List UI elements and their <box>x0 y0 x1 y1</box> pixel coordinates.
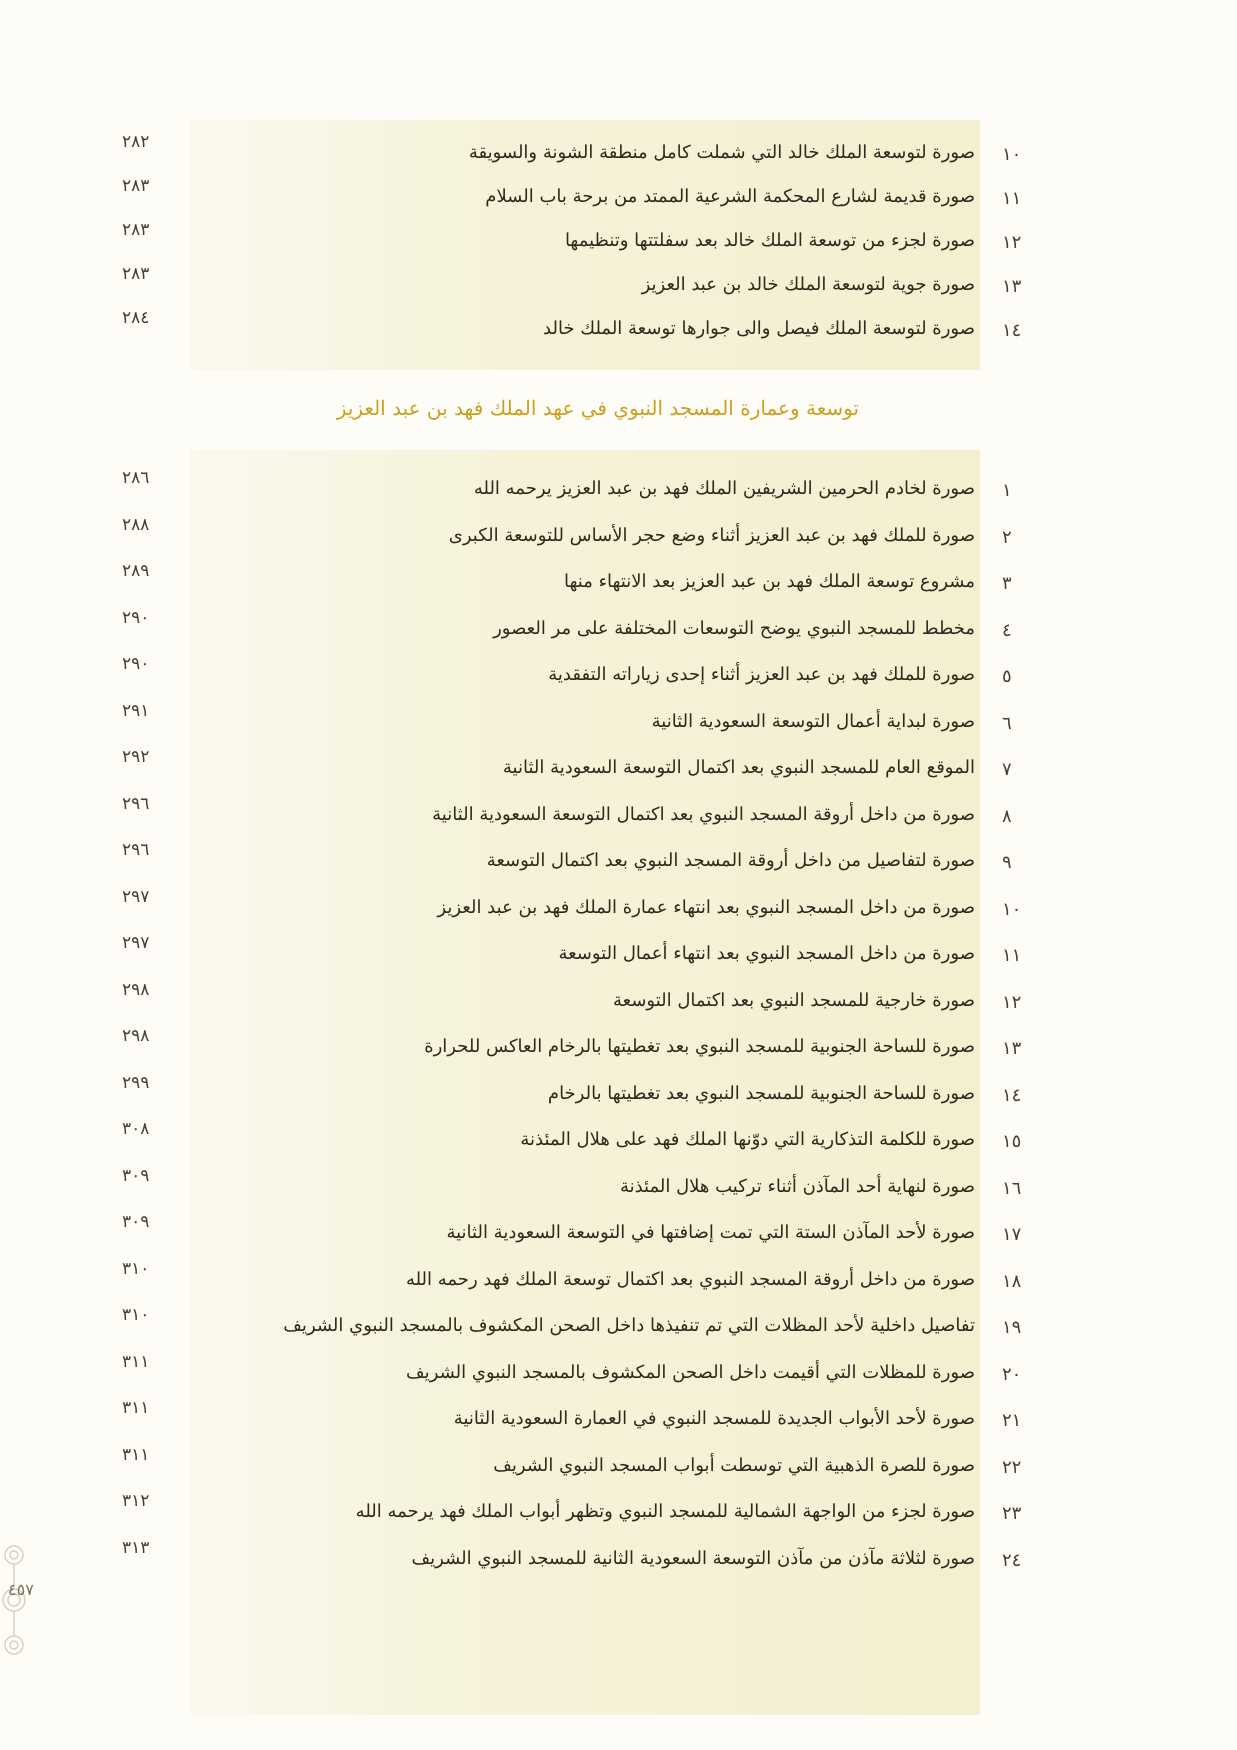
item-caption: صورة من داخل المسجد النبوي بعد انتهاء عمارة الملك فهد بن عبد العزيز <box>437 896 975 918</box>
list-item <box>0 745 1237 796</box>
item-page-number: ٣١١ <box>122 1398 150 1418</box>
item-number: ١٠ <box>1002 144 1022 165</box>
item-number: ٢٢ <box>1002 1456 1022 1478</box>
item-caption: صورة للساحة الجنوبية للمسجد النبوي بعد تغطيتها بالرخام العاكس للحرارة <box>424 1036 975 1057</box>
item-page-number: ٢٩٩ <box>122 1072 150 1093</box>
item-number: ٩ <box>1002 852 1012 873</box>
list-item <box>0 1071 1237 1122</box>
item-number: ١٣ <box>1002 276 1022 297</box>
item-number: ٢ <box>1002 526 1012 548</box>
item-number: ١٢ <box>1002 232 1022 253</box>
list-item <box>0 1164 1237 1215</box>
list-item <box>0 931 1237 982</box>
item-number: ١٢ <box>1002 991 1022 1013</box>
list-item <box>0 652 1237 703</box>
item-caption: صورة لتوسعة الملك خالد التي شملت كامل منطقة الشونة والسويقة <box>468 142 975 163</box>
item-number: ٢٣ <box>1002 1503 1022 1524</box>
item-page-number: ٣٠٩ <box>122 1165 150 1186</box>
item-caption: الموقع العام للمسجد النبوي بعد اكتمال التوسعة السعودية الثانية <box>502 757 975 778</box>
list-item <box>0 792 1237 843</box>
list-item <box>0 1489 1237 1540</box>
item-number: ٢١ <box>1002 1410 1022 1431</box>
list-item <box>0 1536 1237 1587</box>
item-caption: صورة للمظلات التي أقيمت داخل الصحن المكشوف بالمسجد النبوي الشريف <box>406 1361 975 1383</box>
item-page-number: ٣٠٨ <box>122 1119 150 1139</box>
item-page-number: ٢٩٨ <box>122 979 150 1000</box>
item-caption: صورة قديمة لشارع المحكمة الشرعية الممتد من برحة باب السلام <box>485 186 975 207</box>
list-item <box>0 1257 1237 1308</box>
list-item <box>0 978 1237 1029</box>
item-caption: مخطط للمسجد النبوي يوضح التوسعات المختلفة على مر العصور <box>493 617 975 639</box>
item-page-number: ٢٨٣ <box>122 264 150 284</box>
list-item <box>0 559 1237 610</box>
item-number: ١ <box>1002 480 1012 501</box>
item-caption: صورة للملك فهد بن عبد العزيز أثناء إحدى زياراته التفقدية <box>548 664 975 685</box>
item-number: ١٤ <box>1002 320 1022 341</box>
item-page-number: ٣١٢ <box>122 1491 150 1511</box>
section-heading: توسعة وعمارة المسجد النبوي في عهد الملك فهد بن عبد العزيز <box>336 396 859 420</box>
list-item <box>0 1210 1237 1261</box>
item-page-number: ٢٨٦ <box>122 468 150 488</box>
list-item <box>0 1350 1237 1401</box>
item-page-number: ٢٩٠ <box>122 607 150 628</box>
item-caption: صورة للصرة الذهبية التي توسطت أبواب المسجد النبوي الشريف <box>493 1454 975 1476</box>
item-page-number: ٣١٣ <box>122 1537 150 1558</box>
decorative-ornament-icon <box>0 1535 30 1665</box>
item-number: ١٤ <box>1002 1084 1022 1106</box>
item-number: ١١ <box>1002 945 1022 966</box>
list-item <box>0 513 1237 564</box>
item-number: ٥ <box>1002 666 1012 687</box>
list-item <box>0 1396 1237 1447</box>
item-page-number: ٢٩٧ <box>122 886 150 907</box>
item-number: ١١ <box>1002 188 1022 209</box>
list-item <box>0 606 1237 657</box>
list-item <box>0 306 1237 357</box>
list-item <box>0 1443 1237 1494</box>
item-number: ١٣ <box>1002 1038 1022 1059</box>
item-number: ٦ <box>1002 712 1012 734</box>
item-caption: تفاصيل داخلية لأحد المظلات التي تم تنفيذها داخل الصحن المكشوف بالمسجد النبوي الشريف <box>283 1315 975 1336</box>
item-number: ٢٤ <box>1002 1549 1022 1571</box>
item-caption: صورة للملك فهد بن عبد العزيز أثناء وضع حجر الأساس للتوسعة الكبرى <box>448 524 975 546</box>
item-caption: صورة للكلمة التذكارية التي دوّنها الملك فهد على هلال المئذنة <box>520 1129 975 1150</box>
item-page-number: ٢٩٢ <box>122 747 150 767</box>
item-caption: صورة لنهاية أحد المآذن أثناء تركيب هلال المئذنة <box>619 1175 975 1197</box>
item-page-number: ٣١٠ <box>122 1258 150 1279</box>
item-caption: صورة لأحد المآذن الستة التي تمت إضافتها في التوسعة السعودية الثانية <box>446 1222 975 1243</box>
item-page-number: ٢٨٣ <box>122 176 150 196</box>
item-page-number: ٣١١ <box>122 1444 150 1465</box>
page-number: ٤٥٧ <box>8 1580 34 1599</box>
list-item <box>0 466 1237 517</box>
list-item <box>0 1117 1237 1168</box>
item-page-number: ٢٩٨ <box>122 1026 150 1046</box>
item-page-number: ٢٩٧ <box>122 933 150 953</box>
item-number: ١٠ <box>1002 898 1022 920</box>
item-number: ٤ <box>1002 619 1012 641</box>
item-caption: صورة لخادم الحرمين الشريفين الملك فهد بن عبد العزيز يرحمه الله <box>473 478 975 499</box>
item-caption: صورة لجزء من الواجهة الشمالية للمسجد النبوي وتظهر أبواب الملك فهد يرحمه الله <box>355 1501 975 1522</box>
item-number: ١٦ <box>1002 1177 1022 1199</box>
item-caption: صورة جوية لتوسعة الملك خالد بن عبد العزيز <box>641 274 975 295</box>
item-page-number: ٢٩٠ <box>122 654 150 674</box>
item-caption: صورة من داخل أروقة المسجد النبوي بعد اكتمال توسعة الملك فهد رحمه الله <box>405 1268 975 1290</box>
item-number: ١٧ <box>1002 1224 1022 1245</box>
item-number: ٨ <box>1002 805 1012 827</box>
list-item <box>0 699 1237 750</box>
item-caption: صورة لتفاصيل من داخل أروقة المسجد النبوي بعد اكتمال التوسعة <box>486 850 975 871</box>
item-page-number: ٢٨٤ <box>122 308 150 328</box>
item-page-number: ٢٩٦ <box>122 840 150 860</box>
item-caption: صورة للساحة الجنوبية للمسجد النبوي بعد تغطيتها بالرخام <box>547 1082 975 1104</box>
item-page-number: ٢٨٨ <box>122 514 150 535</box>
item-number: ٧ <box>1002 759 1012 780</box>
item-page-number: ٢٨٢ <box>122 132 150 152</box>
item-number: ٢٠ <box>1002 1363 1022 1385</box>
item-number: ١٥ <box>1002 1131 1022 1152</box>
item-page-number: ٣١١ <box>122 1351 150 1372</box>
item-page-number: ٢٩٦ <box>122 793 150 814</box>
item-caption: صورة لجزء من توسعة الملك خالد بعد سفلتتها وتنظيمها <box>564 230 975 251</box>
list-item <box>0 1303 1237 1354</box>
item-number: ١٩ <box>1002 1317 1022 1338</box>
item-caption: صورة لثلاثة مآذن من مآذن التوسعة السعودية الثانية للمسجد النبوي الشريف <box>411 1547 975 1569</box>
item-caption: صورة من داخل المسجد النبوي بعد انتهاء أعمال التوسعة <box>558 943 975 964</box>
item-page-number: ٣٠٩ <box>122 1212 150 1232</box>
item-caption: صورة من داخل أروقة المسجد النبوي بعد اكتمال التوسعة السعودية الثانية <box>432 803 975 825</box>
item-caption: صورة لتوسعة الملك فيصل والى جوارها توسعة الملك خالد <box>543 318 975 339</box>
item-page-number: ٢٩١ <box>122 700 150 721</box>
item-caption: صورة لبداية أعمال التوسعة السعودية الثانية <box>651 710 975 732</box>
item-page-number: ٣١٠ <box>122 1305 150 1325</box>
item-number: ١٨ <box>1002 1270 1022 1292</box>
item-page-number: ٢٨٩ <box>122 561 150 581</box>
item-caption: صورة لأحد الأبواب الجديدة للمسجد النبوي في العمارة السعودية الثانية <box>453 1408 975 1429</box>
item-page-number: ٢٨٣ <box>122 220 150 240</box>
item-number: ٣ <box>1002 573 1012 594</box>
item-caption: مشروع توسعة الملك فهد بن عبد العزيز بعد الانتهاء منها <box>564 571 975 592</box>
item-caption: صورة خارجية للمسجد النبوي بعد اكتمال التوسعة <box>612 989 975 1011</box>
list-item <box>0 885 1237 936</box>
list-item <box>0 838 1237 889</box>
list-item <box>0 1024 1237 1075</box>
